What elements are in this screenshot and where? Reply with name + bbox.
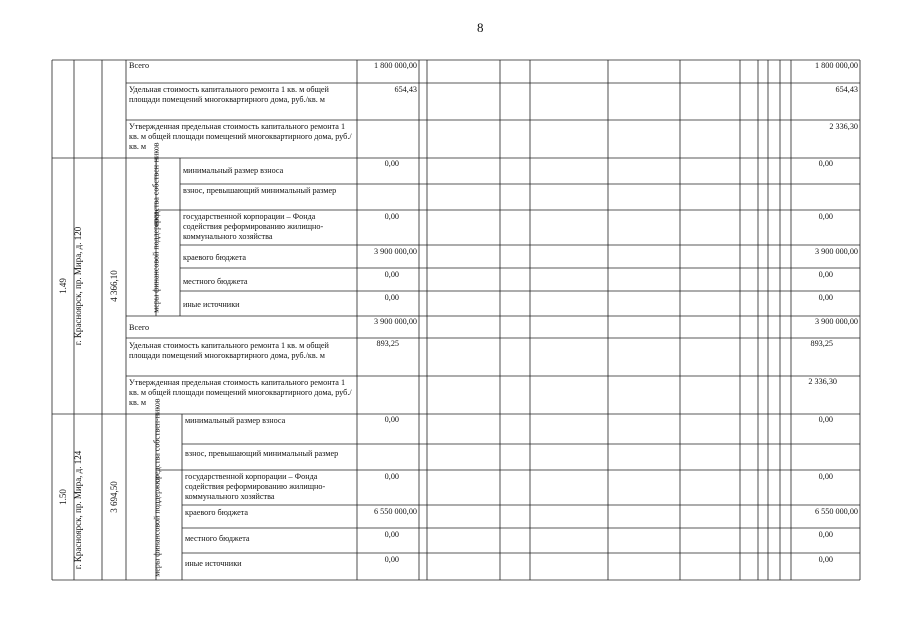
row-150-other-value-end: 0,00 <box>818 555 833 564</box>
row-150-other-label: иные источники <box>185 559 242 568</box>
row-149-regional-value-end: 3 900 000,00 <box>815 247 858 256</box>
top-unit-cost-value-end: 654,43 <box>835 85 858 94</box>
row-150-fund-value-end: 0,00 <box>818 472 833 481</box>
row-150-support-group: меры финансовой поддержки <box>152 476 162 577</box>
row-149-regional-label: краевого бюджета <box>183 253 247 262</box>
row-149-unit-cost-value: 893,25 <box>376 339 399 348</box>
row-150-address: г. Красноярск, пр. Мира, д. 124 <box>73 450 83 570</box>
row-150-local-value: 0,00 <box>384 530 399 539</box>
row-149-other-value-end: 0,00 <box>818 293 833 302</box>
row-149-over-min-label: взнос, превышающий минимальный размер <box>183 186 337 195</box>
row-149-unit-cost-value-end: 893,25 <box>810 339 833 348</box>
row-150-owners-group: средства собствен-ников <box>152 398 162 483</box>
row-149-total-value-end: 3 900 000,00 <box>815 317 858 326</box>
row-149-number: 1.49 <box>58 278 68 294</box>
row-149-owners-group: средства собствен-ников <box>151 142 161 227</box>
row-149-local-value: 0,00 <box>384 270 399 279</box>
row-150-regional-label: краевого бюджета <box>185 508 249 517</box>
row-150-fund-value: 0,00 <box>384 472 399 481</box>
top-total-label: Всего <box>129 61 150 70</box>
row-149-support-group: меры финансовой поддержки <box>151 212 161 313</box>
row-150-regional-value-end: 6 550 000,00 <box>815 507 858 516</box>
row-149-min-fee-value: 0,00 <box>384 159 399 168</box>
top-total-value-end: 1 800 000,00 <box>815 61 858 70</box>
row-149-local-value-end: 0,00 <box>818 270 833 279</box>
top-unit-cost-value: 654,43 <box>394 85 417 94</box>
row-149-area: 4 366,10 <box>109 270 119 302</box>
row-149-total-value: 3 900 000,00 <box>374 317 417 326</box>
row-150-local-value-end: 0,00 <box>818 530 833 539</box>
row-149-other-value: 0,00 <box>384 293 399 302</box>
row-149-fund-label: государственной корпорации – Фонда содействия реформированию жилищно-коммунального хозяйства <box>183 212 324 241</box>
row-150-over-min-label: взнос, превышающий минимальный размер <box>185 449 339 458</box>
row-150-number: 1.50 <box>58 489 68 505</box>
row-150-min-fee-value-end: 0,00 <box>818 415 833 424</box>
row-149-max-cost-label: Утвержденная предельная стоимость капитального ремонта 1 кв. м общей площади помещений многоквартирного дома, руб./кв. м <box>129 378 352 407</box>
top-unit-cost-label: Удельная стоимость капитального ремонта 1 кв. м общей площади помещений многоквартирного дома, руб./кв. м <box>129 85 329 104</box>
row-149-fund-value-end: 0,00 <box>818 212 833 221</box>
row-149-min-fee-value-end: 0,00 <box>818 159 833 168</box>
row-150-min-fee-label: минимальный размер взноса <box>185 416 286 425</box>
row-150-fund-label: государственной корпорации – Фонда содействия реформированию жилищно-коммунального хозяйства <box>185 472 326 501</box>
page-number: 8 <box>477 20 484 35</box>
row-149-address: г. Красноярск, пр. Мира, д. 120 <box>73 226 83 346</box>
row-149-other-label: иные источники <box>183 300 240 309</box>
top-max-cost-value-end: 2 336,30 <box>829 122 858 131</box>
row-150-regional-value: 6 550 000,00 <box>374 507 417 516</box>
row-150-local-label: местного бюджета <box>185 534 250 543</box>
top-total-value: 1 800 000,00 <box>374 61 417 70</box>
row-150-other-value: 0,00 <box>384 555 399 564</box>
top-max-cost-label: Утвержденная предельная стоимость капитального ремонта 1 кв. м общей площади помещений многоквартирного дома, руб./кв. м <box>129 122 352 151</box>
row-149-unit-cost-label: Удельная стоимость капитального ремонта 1 кв. м общей площади помещений многоквартирного дома, руб./кв. м <box>129 341 329 360</box>
row-149-local-label: местного бюджета <box>183 277 248 286</box>
row-149-total-label: Всего <box>129 323 150 332</box>
row-149-min-fee-label: минимальный размер взноса <box>183 166 284 175</box>
row-149-max-cost-value-end: 2 336,30 <box>808 377 837 386</box>
row-150-area: 3 694,50 <box>109 481 119 513</box>
row-149-fund-value: 0,00 <box>384 212 399 221</box>
row-150-min-fee-value: 0,00 <box>384 415 399 424</box>
row-149-regional-value: 3 900 000,00 <box>374 247 417 256</box>
